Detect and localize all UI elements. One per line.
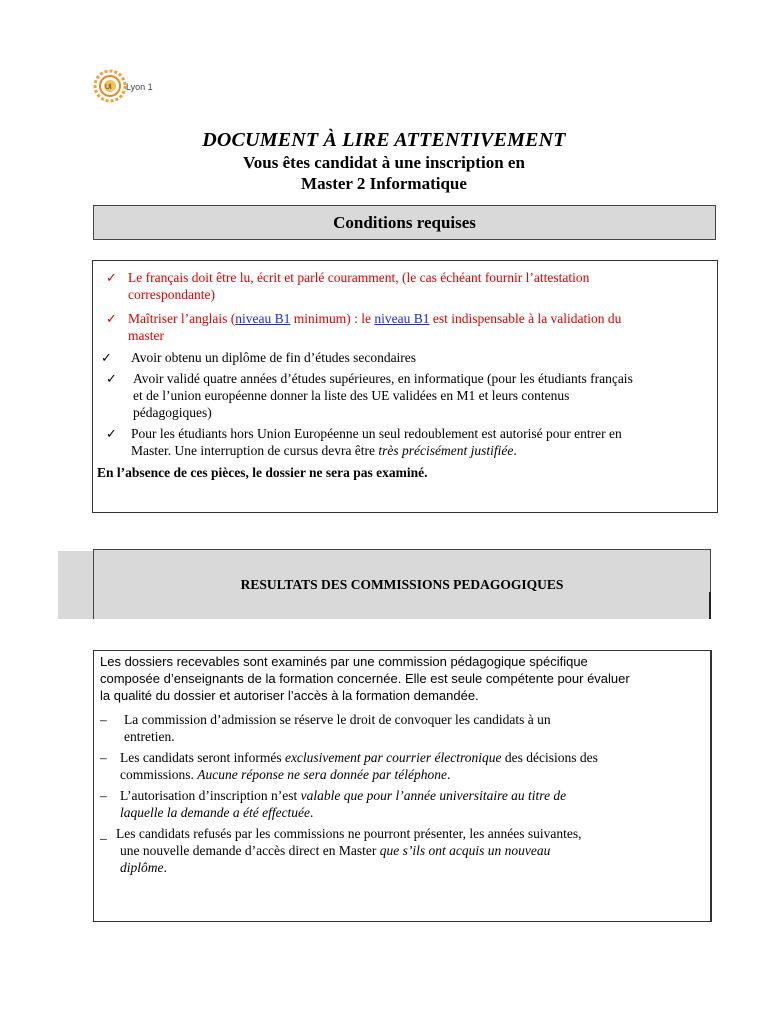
results-heading-border (709, 592, 711, 619)
condition-text-cont: master (128, 328, 164, 343)
results-intro: Les dossiers recevables sont examinés par une commission pédagogique spécifique composée d’enseignants de la formation concernée. Elle est seule compétente pour évaluer la qualité du dossier et autoriser l’accès à la formation demandée. (100, 654, 630, 703)
condition-text: Pour les étudiants hors Union Européenne un seul redoublement est autorisé pour entrer en (131, 426, 622, 441)
results-box: Les dossiers recevables sont examinés par une commission pédagogique spécifique composée d’enseignants de la formation concernée. Elle est seule compétente pour évaluer la qualité du dossier et autoriser l’accès à la formation demandée. – La commission d’admission se réserve le droit de convoquer les candidats à un entretien. – Les candidats seront informés exclusivement par courrier électronique des décisions des commissions. Aucune réponse ne sera donnée par téléphone. – L’autorisation d’inscription n’est valable que pour l’année universitaire au titre de laquelle la demande a été effectuée. _ Les candidats refusés par les commissions ne pourront présenter, les années suivantes, une nouvelle demande d’accès direct en Master que s’ils ont acquis un nouveau diplôme. (93, 650, 712, 922)
condition-text: Maîtriser l’anglais (niveau B1 minimum) : le niveau B1 est indispensable à la validation du (128, 311, 622, 326)
logo-mark: Ul (105, 84, 112, 91)
document-subtitle (0, 152, 768, 194)
level-b1-link[interactable]: niveau B1 (235, 311, 291, 326)
conditions-box (92, 260, 718, 513)
logo-text: Lyon 1 (126, 82, 153, 92)
university-logo (93, 66, 168, 106)
condition-text-cont: Master. Une interruption de cursus devra être très précisément justifiée. (131, 443, 517, 458)
check-icon: ✓ (106, 426, 117, 441)
check-icon: ✓ (106, 270, 117, 285)
subtitle-line-1: Vous êtes candidat à une inscription en (243, 153, 525, 172)
condition-text-cont: correspondante) (128, 287, 215, 302)
underscore-bullet: _ (100, 826, 107, 841)
check-icon: ✓ (106, 311, 117, 326)
results-heading: RESULTATS DES COMMISSIONS PEDAGOGIQUES (93, 549, 711, 619)
dash-bullet: – (100, 750, 107, 765)
check-icon: ✓ (101, 350, 112, 365)
condition-text: Avoir validé quatre années d’études supérieures, en informatique (pour les étudiants français (133, 371, 633, 386)
results-heading-shade (58, 551, 94, 619)
conditions-heading: Conditions requises (93, 205, 716, 240)
condition-text: Le français doit être lu, écrit et parlé couramment, (le cas échéant fournir l’attestation (128, 270, 590, 285)
condition-text: Avoir obtenu un diplôme de fin d’études secondaires (131, 350, 417, 365)
condition-text-cont: et de l’union européenne donner la liste des UE validées en M1 et leurs contenus (133, 388, 570, 403)
condition-text-cont: pédagogiques) (133, 405, 212, 420)
dash-bullet: – (100, 712, 107, 727)
dash-bullet: – (100, 788, 107, 803)
subtitle-line-2: Master 2 Informatique (301, 174, 467, 193)
check-icon: ✓ (106, 371, 117, 386)
level-b1-link-2[interactable]: niveau B1 (374, 311, 430, 326)
document-title: DOCUMENT À LIRE ATTENTIVEMENT (202, 129, 566, 151)
conditions-footer-warning: En l’absence de ces pièces, le dossier ne sera pas examiné. (97, 465, 428, 480)
